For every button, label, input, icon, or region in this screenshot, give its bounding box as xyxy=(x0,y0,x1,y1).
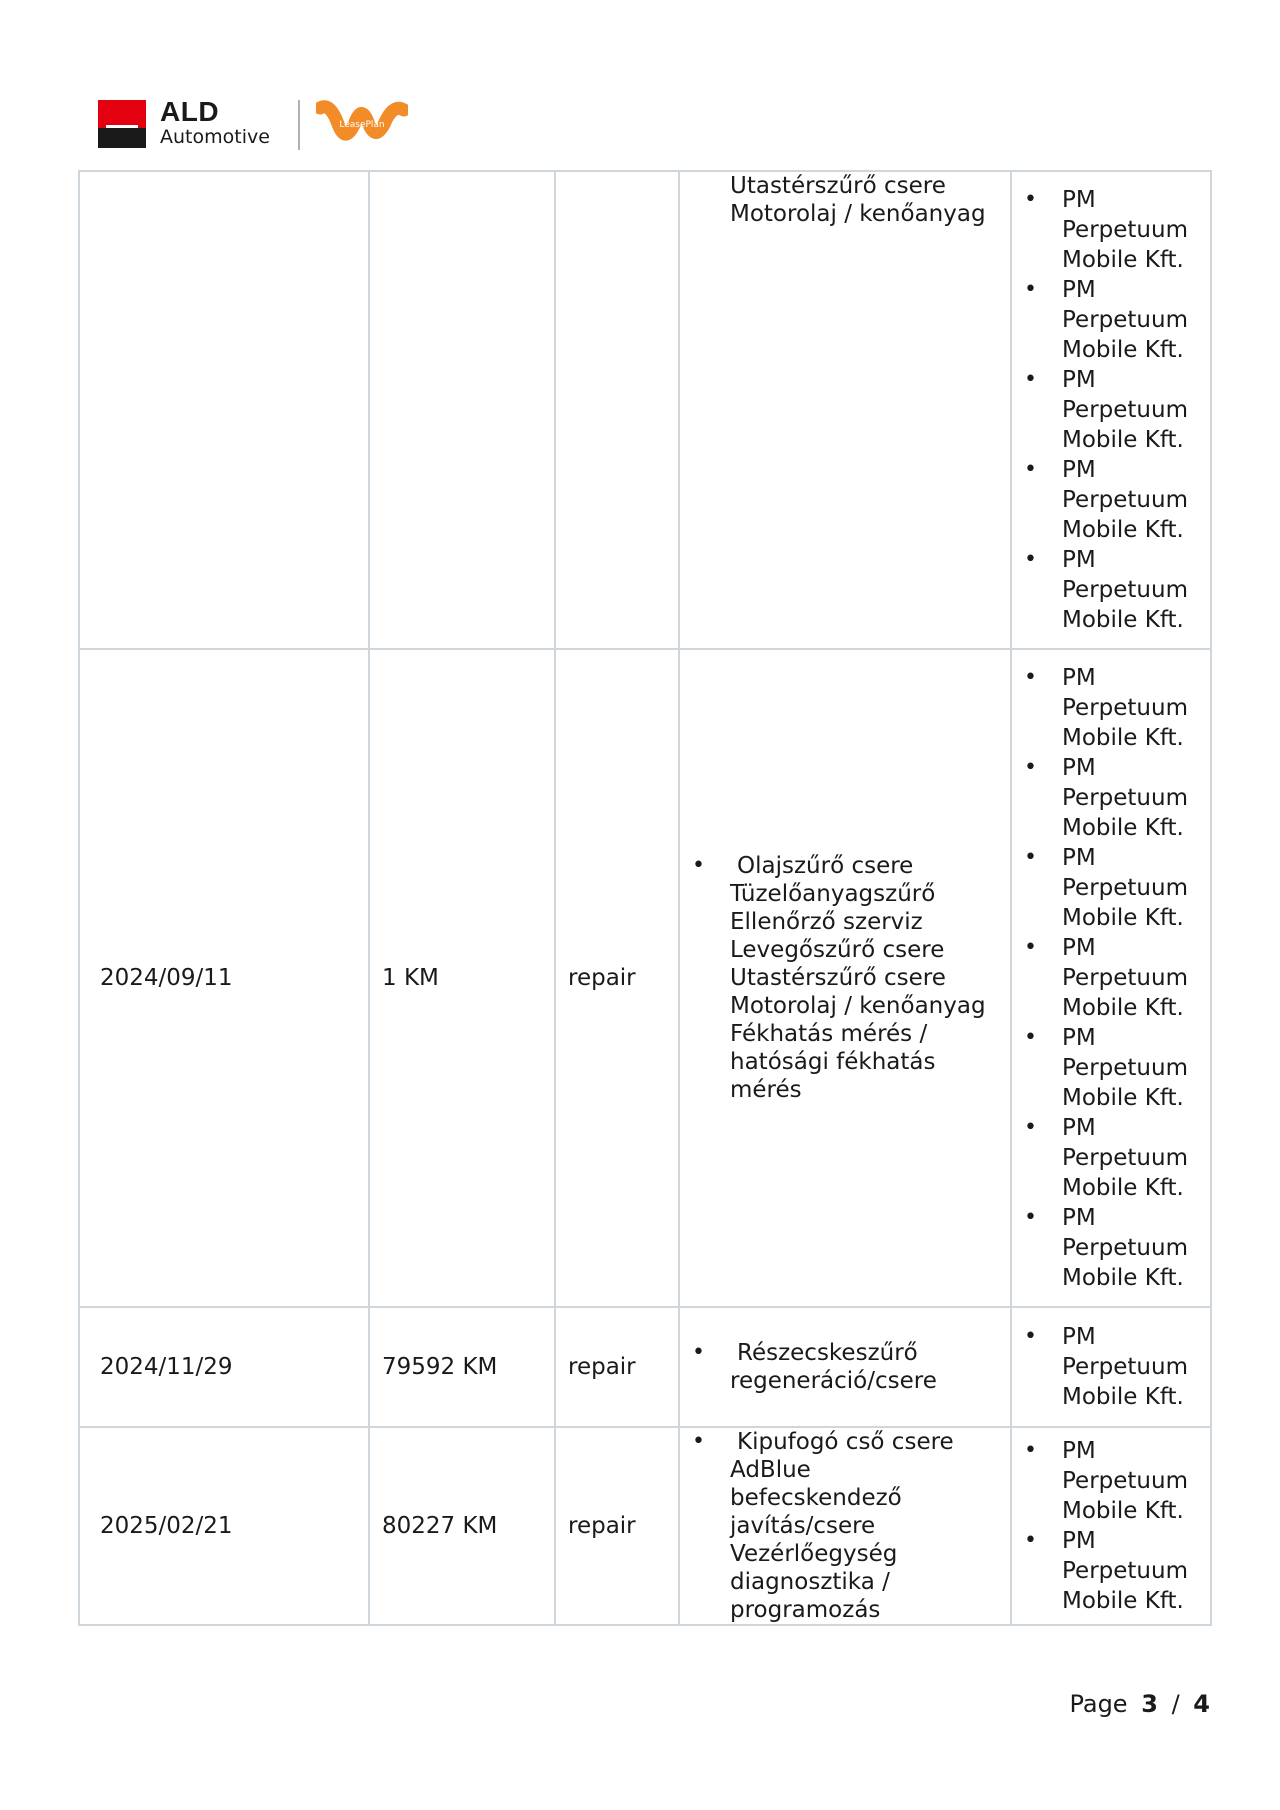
date-cell: 2025/02/21 xyxy=(79,1427,369,1625)
provider-name: PM Perpetuum Mobile Kft. xyxy=(1062,367,1188,453)
bullet-icon: • xyxy=(1024,755,1037,780)
bullet-icon: • xyxy=(1024,1324,1037,1349)
mileage-cell: 80227 KM xyxy=(369,1427,555,1625)
providers-cell xyxy=(1011,1427,1211,1625)
provider-item xyxy=(1012,1203,1210,1293)
bullet-icon: • xyxy=(1024,1438,1037,1463)
services-list xyxy=(680,852,1010,1104)
bullet-icon: • xyxy=(1024,1025,1037,1050)
services-cell xyxy=(679,1427,1011,1625)
provider-name: PM Perpetuum Mobile Kft. xyxy=(1062,187,1188,273)
service-history-body xyxy=(79,171,1211,1625)
service-text: Kipufogó cső csere AdBlue befecskendező javítás/csere Vezérlőegység diagnosztika / programozás xyxy=(730,1429,954,1623)
provider-name: PM Perpetuum Mobile Kft. xyxy=(1062,665,1188,751)
leaseplan-logo-icon xyxy=(316,98,408,152)
provider-name: PM Perpetuum Mobile Kft. xyxy=(1062,755,1188,841)
provider-item xyxy=(1012,185,1210,275)
current-page-number: 3 xyxy=(1141,1690,1158,1718)
provider-name: PM Perpetuum Mobile Kft. xyxy=(1062,547,1188,633)
bullet-icon: • xyxy=(1024,367,1037,392)
service-text: Utastérszűrő csere Motorolaj / kenőanyag xyxy=(730,173,986,227)
provider-name: PM Perpetuum Mobile Kft. xyxy=(1062,1205,1188,1291)
mileage-cell: 1 KM xyxy=(369,649,555,1307)
type-cell: repair xyxy=(555,649,679,1307)
provider-name: PM Perpetuum Mobile Kft. xyxy=(1062,1324,1188,1410)
date-cell: 2024/09/11 xyxy=(79,649,369,1307)
mileage-cell xyxy=(369,171,555,649)
provider-name: PM Perpetuum Mobile Kft. xyxy=(1062,1528,1188,1614)
ald-logo-mark xyxy=(98,100,146,148)
providers-list xyxy=(1012,185,1210,635)
ald-logo-text xyxy=(160,98,270,147)
providers-list xyxy=(1012,663,1210,1293)
provider-name: PM Perpetuum Mobile Kft. xyxy=(1062,1438,1188,1524)
bullet-icon: • xyxy=(692,1429,705,1454)
table-row xyxy=(79,171,1211,649)
page-separator: / xyxy=(1171,1690,1180,1718)
service-item xyxy=(680,852,1010,1104)
provider-name: PM Perpetuum Mobile Kft. xyxy=(1062,1025,1188,1111)
leaseplan-logo-text: LeasePlan xyxy=(339,120,385,130)
provider-item xyxy=(1012,843,1210,933)
mileage-cell: 79592 KM xyxy=(369,1307,555,1427)
date-cell xyxy=(79,171,369,649)
provider-item xyxy=(1012,1113,1210,1203)
service-item xyxy=(680,172,1010,228)
service-item xyxy=(680,1428,1010,1624)
table-row xyxy=(79,1307,1211,1427)
service-text: Részecskeszűrő regeneráció/csere xyxy=(730,1340,937,1394)
header-logos xyxy=(98,98,418,152)
bullet-icon: • xyxy=(1024,277,1037,302)
providers-list xyxy=(1012,1436,1210,1616)
table-row xyxy=(79,649,1211,1307)
providers-list xyxy=(1012,1322,1210,1412)
services-list xyxy=(680,1339,1010,1395)
bullet-icon: • xyxy=(692,853,705,878)
type-cell: repair xyxy=(555,1427,679,1625)
provider-item xyxy=(1012,753,1210,843)
provider-name: PM Perpetuum Mobile Kft. xyxy=(1062,457,1188,543)
type-cell xyxy=(555,171,679,649)
provider-item xyxy=(1012,545,1210,635)
services-list xyxy=(680,172,1010,228)
services-list xyxy=(680,1428,1010,1624)
provider-item xyxy=(1012,275,1210,365)
date-cell: 2024/11/29 xyxy=(79,1307,369,1427)
ald-logo-sub: Automotive xyxy=(160,126,270,148)
bullet-icon: • xyxy=(692,1340,705,1365)
service-history-table xyxy=(78,170,1212,1626)
provider-item xyxy=(1012,1526,1210,1616)
providers-cell xyxy=(1011,649,1211,1307)
bullet-icon: • xyxy=(1024,935,1037,960)
service-item xyxy=(680,1339,1010,1395)
bullet-icon: • xyxy=(1024,1528,1037,1553)
page-footer xyxy=(1069,1690,1210,1718)
bullet-icon: • xyxy=(1024,187,1037,212)
service-text: Olajszűrő csere Tüzelőanyagszűrő Ellenőrző szerviz Levegőszűrő csere Utastérszűrő csere Motorolaj / kenőanyag Fékhatás mérés / hatósági fékhatás mérés xyxy=(730,853,986,1103)
services-cell xyxy=(679,649,1011,1307)
bullet-icon: • xyxy=(1024,547,1037,572)
provider-item xyxy=(1012,1322,1210,1412)
provider-name: PM Perpetuum Mobile Kft. xyxy=(1062,845,1188,931)
bullet-icon: • xyxy=(1024,665,1037,690)
provider-item xyxy=(1012,365,1210,455)
bullet-icon: • xyxy=(1024,1205,1037,1230)
logo-divider xyxy=(298,100,300,150)
bullet-icon: • xyxy=(1024,457,1037,482)
provider-item xyxy=(1012,933,1210,1023)
page-label: Page xyxy=(1069,1690,1128,1718)
providers-cell xyxy=(1011,171,1211,649)
total-page-count: 4 xyxy=(1193,1690,1210,1718)
provider-item xyxy=(1012,455,1210,545)
provider-item xyxy=(1012,663,1210,753)
services-cell xyxy=(679,1307,1011,1427)
provider-name: PM Perpetuum Mobile Kft. xyxy=(1062,1115,1188,1201)
services-cell xyxy=(679,171,1011,649)
ald-logo-main: ALD xyxy=(160,96,220,127)
providers-cell xyxy=(1011,1307,1211,1427)
table-row xyxy=(79,1427,1211,1625)
provider-name: PM Perpetuum Mobile Kft. xyxy=(1062,277,1188,363)
bullet-icon: • xyxy=(1024,845,1037,870)
provider-item xyxy=(1012,1023,1210,1113)
provider-name: PM Perpetuum Mobile Kft. xyxy=(1062,935,1188,1021)
type-cell: repair xyxy=(555,1307,679,1427)
bullet-icon: • xyxy=(1024,1115,1037,1140)
provider-item xyxy=(1012,1436,1210,1526)
